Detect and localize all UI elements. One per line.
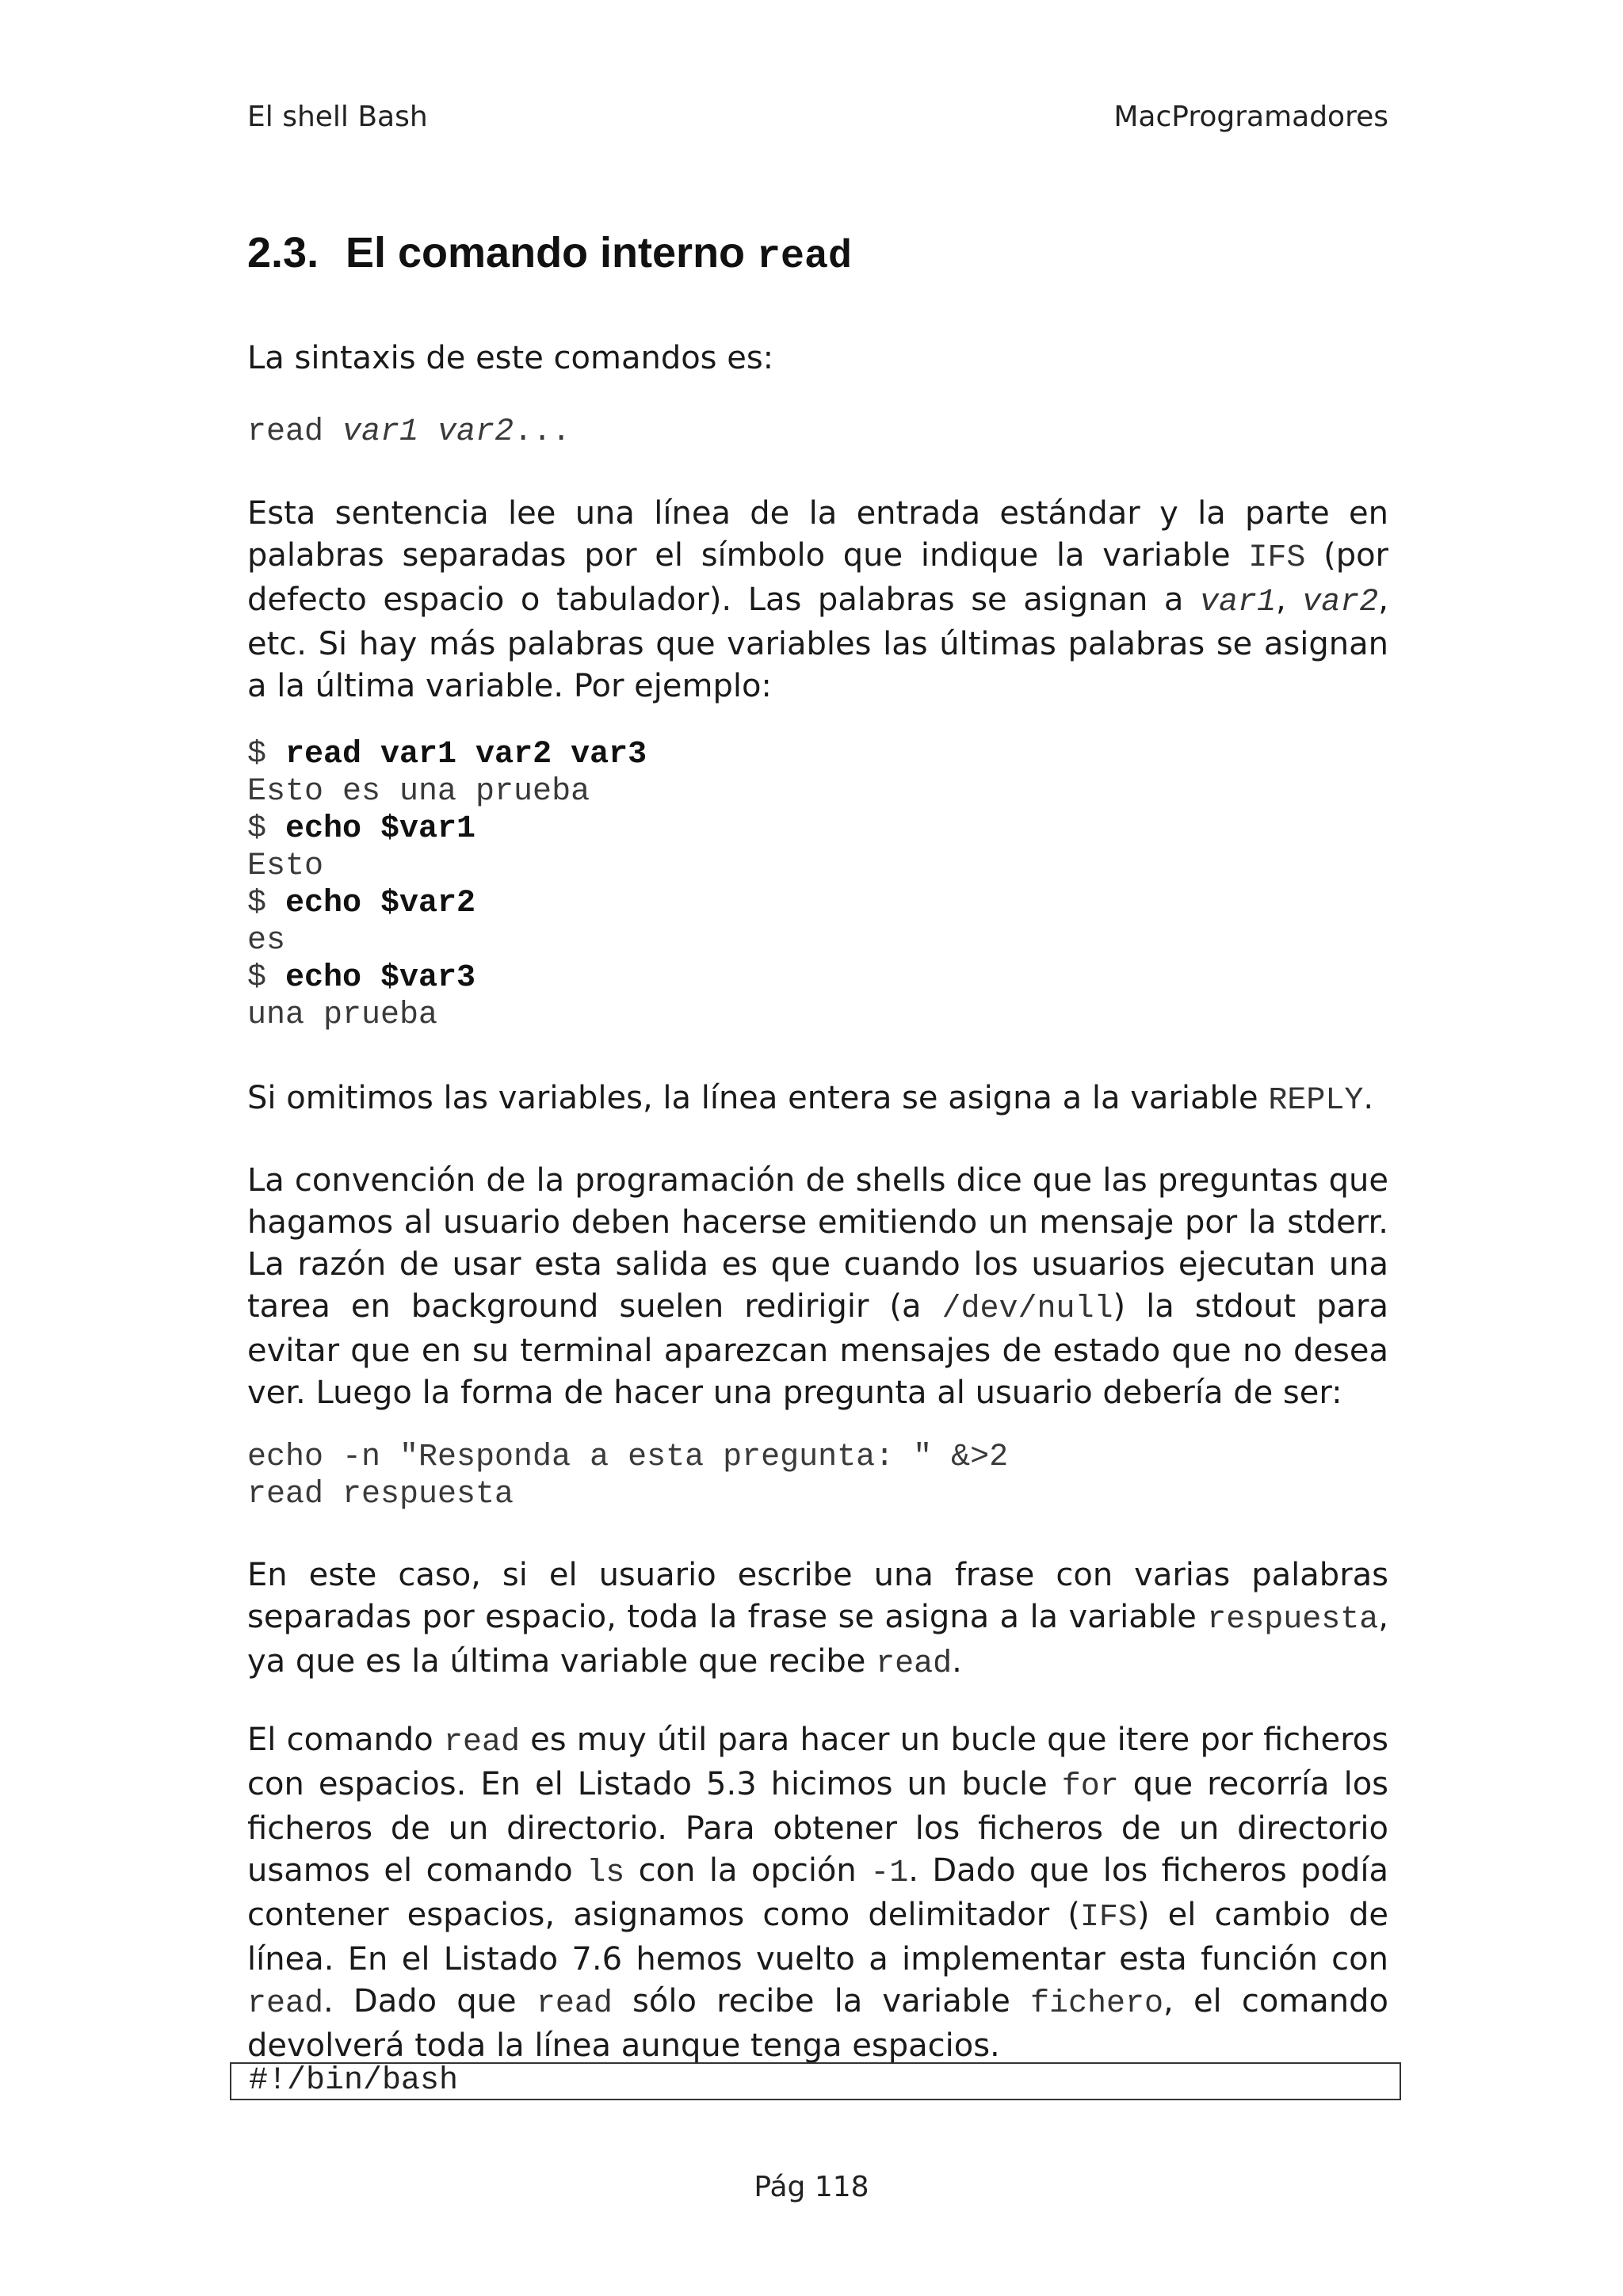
code-line: read respuesta (247, 1477, 514, 1512)
inline-code-ifs: IFS (1248, 540, 1306, 576)
text-run: sólo recibe la variable (612, 1983, 1030, 2019)
text-run: , ya que es la última variable que recibe (247, 1599, 1388, 1680)
text-run: , etc. Si hay más palabras que variables las últimas palabras se asignan a la última variable. Por ejemplo: (247, 582, 1389, 704)
inline-code-var2: var2 (1302, 585, 1379, 620)
section-number: 2.3. (247, 229, 319, 277)
text-run: . (1363, 1080, 1374, 1116)
text-run: (por defecto espacio o tabulador). Las palabras se asignan a (247, 537, 1388, 618)
text-run: , (1275, 582, 1303, 618)
text-run: , el comando devolverá toda la línea aunque tenga espacios. (247, 1983, 1389, 2064)
text-run: Esta sentencia lee una línea de la entrada estándar y la parte en palabras separadas por el símbolo que indique la variable (247, 495, 1388, 574)
example-code-block (247, 736, 647, 1034)
running-header-left: El shell Bash (247, 101, 428, 133)
text-run: La convención de la programación de shells dice que las preguntas que hagamos al usuario deben hacerse emitiendo un mensaje por la stderr. La razón de usar esta salida es que cuando los usuarios ejecutan una tarea en background suelen redirigir (a (247, 1162, 1388, 1325)
text-run: . Dado que (323, 1983, 537, 2019)
text-run: Si omitimos las variables, la línea entera se asigna a la variable (247, 1080, 1269, 1116)
paragraph-read-loop (247, 1719, 1388, 2067)
page-number: Pág 118 (754, 2171, 869, 2203)
section-title-text: El comando interno (346, 229, 758, 277)
inline-code-ifs: IFS (1079, 1900, 1137, 1936)
syntax-command: read (247, 414, 343, 450)
paragraph-respuesta (247, 1554, 1388, 1685)
running-header-right: MacProgramadores (1113, 101, 1388, 133)
paragraph-syntax-intro: La sintaxis de este comandos es: (247, 340, 774, 376)
inline-code-devnull: /dev/null (941, 1291, 1113, 1327)
text-run: El comando (247, 1722, 444, 1758)
inline-code-read: read (536, 1986, 613, 2022)
inline-code-var1: var1 (1199, 585, 1276, 620)
text-run: . Dado que los ficheros podía contener espacios, asignamos como delimitador ( (247, 1852, 1388, 1933)
inline-code-read: read (876, 1646, 953, 1682)
question-code-block (247, 1439, 1008, 1513)
code-line: $ read var1 var2 var3 (247, 737, 647, 772)
inline-code-option: -1 (870, 1855, 909, 1891)
text-run: con la opción (624, 1852, 871, 1889)
code-line: $ echo $var1 (247, 811, 476, 847)
paragraph-read-description (247, 493, 1388, 707)
syntax-args: var1 var2 (342, 414, 514, 450)
code-line: Esto es una prueba (247, 774, 590, 810)
code-line: $ echo $var2 (247, 886, 476, 921)
text-run: . (952, 1643, 962, 1680)
syntax-ellipsis: ... (514, 414, 571, 450)
text-run: ) la stdout para evitar que en su terminal aparezcan mensajes de estado que no desea ver. Luego la forma de hacer una pregunta al usuario debería de ser: (247, 1288, 1388, 1411)
syntax-code (247, 414, 571, 451)
inline-code-fichero: fichero (1030, 1986, 1164, 2022)
section-title-code: read (757, 235, 853, 280)
inline-code-respuesta: respuesta (1207, 1602, 1379, 1638)
paragraph-convention (247, 1160, 1388, 1414)
code-line: es (247, 923, 286, 959)
inline-code-reply: REPLY (1268, 1083, 1364, 1119)
text-run: ) el cambio de línea. En el Listado 7.6 hemos vuelto a implementar esta función con (247, 1897, 1388, 1978)
code-line: una prueba (247, 997, 438, 1033)
text-run: que recorría los ficheros de un directorio. Para obtener los ficheros de un directorio usamos el comando (247, 1766, 1389, 1889)
inline-code-for: for (1061, 1769, 1119, 1805)
inline-code-read: read (247, 1986, 324, 2022)
paragraph-reply (247, 1077, 1388, 1122)
inline-code-ls: ls (586, 1855, 625, 1891)
code-line: echo -n "Responda a esta pregunta: " &>2 (247, 1440, 1009, 1475)
code-line: $ echo $var3 (247, 960, 476, 996)
text-run: En este caso, si el usuario escribe una frase con varias palabras separadas por espacio, toda la frase se asigna a la variable (247, 1557, 1388, 1635)
inline-code-read: read (443, 1725, 520, 1760)
section-title (247, 228, 852, 280)
code-listing-box: #!/bin/bash (230, 2062, 1401, 2100)
text-run: es muy útil para hacer un bucle que itere por ficheros con espacios. En el Listado 5.3 hicimos un bucle (247, 1722, 1388, 1802)
code-line: Esto (247, 849, 324, 884)
